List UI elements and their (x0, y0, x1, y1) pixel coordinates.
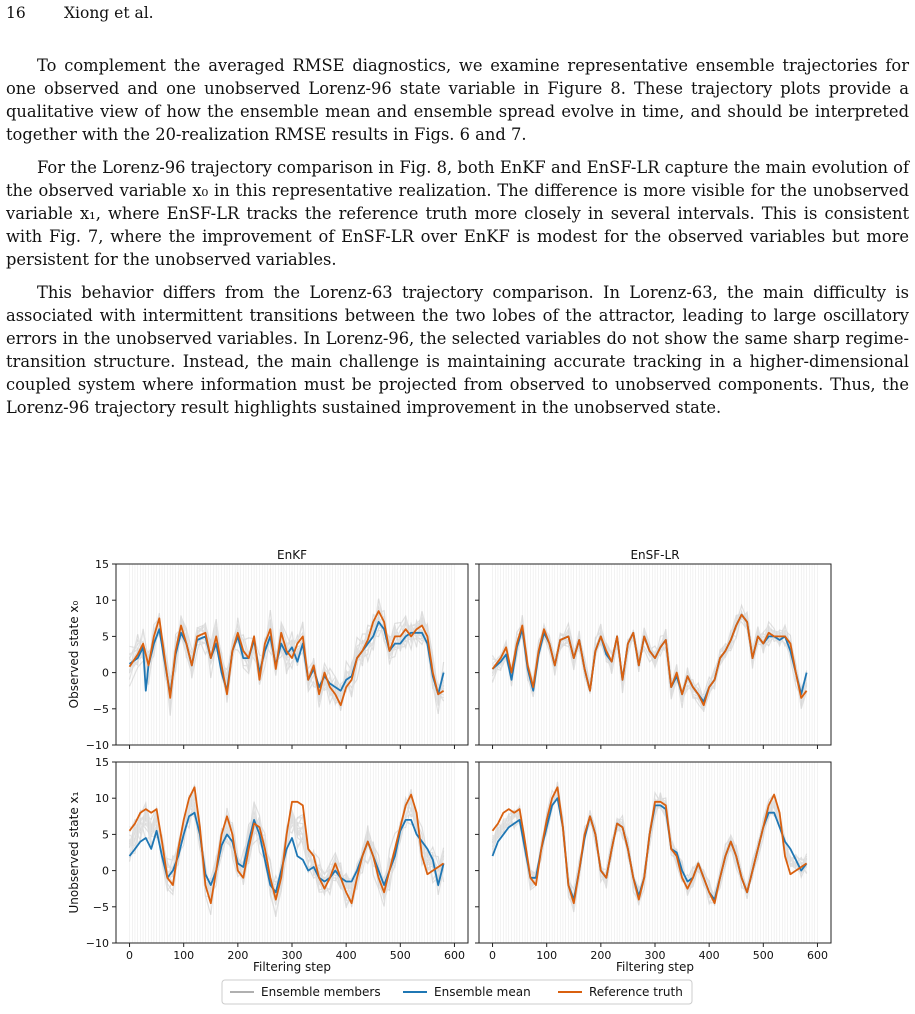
subplot-title: EnSF-LR (630, 548, 680, 562)
paragraph: This behavior differs from the Lorenz-63 trajectory comparison. In Lorenz-63, the main difficulty is associated with intermittent transitions between the two lobes of the attractor, leading to large oscillatory errors in the unobserved variables. In Lorenz-96, the selected variables do not show the same sharp regime-transition structure. Instead, the main challenge is maintaining accurate tracking in a higher-dimensional coupled system where information must be projected from observed to unobserved components. Thus, the Lorenz-96 trajectory result highlights sustained improvement in the unobserved state. (6, 283, 909, 417)
x-tick-label: 500 (389, 949, 411, 962)
x-axis-label: Filtering step (252, 960, 332, 974)
paragraph: For the Lorenz-96 trajectory comparison in Fig. 8, both EnKF and EnSF-LR capture the main evolution of the observed variable x₀ in this representative realization. The difference is more visible for the unobserved variable x₁, where EnSF-LR tracks the reference truth more closely in several intervals. This is consistent with Fig. 7, where the improvement of EnSF-LR over EnKF is modest for the observed variables but more persistent for the unobserved variables. (6, 158, 909, 269)
paragraph: To complement the averaged RMSE diagnostics, we examine representative ensemble trajectories for one observed and one unobserved Lorenz-96 state variable in Figure 8. These trajectory plots provide a qualitative view of how the ensemble mean and ensemble spread evolve in time, and should be interpreted together with the 20-realization RMSE results in Figs. 6 and 7. (6, 56, 909, 144)
y-tick-label: −5 (92, 900, 109, 914)
page-number: 16 (6, 4, 26, 22)
legend-item-truth-label: Reference truth (589, 985, 683, 999)
x-tick-label: 0 (489, 949, 497, 962)
subplot (67, 548, 468, 752)
subplot (475, 762, 831, 974)
y-axis-label: Unobserved state x₁ (67, 791, 81, 914)
y-tick-label: 0 (102, 864, 109, 878)
x-tick-label: 100 (173, 949, 195, 962)
running-header (6, 4, 154, 22)
x-tick-label: 600 (806, 949, 828, 962)
running-authors: Xiong et al. (64, 4, 154, 22)
x-tick-label: 500 (752, 949, 774, 962)
legend-item-members-label: Ensemble members (261, 985, 381, 999)
x-tick-label: 200 (590, 949, 612, 962)
subplot (67, 756, 468, 974)
y-tick-label: −10 (85, 937, 109, 950)
x-tick-label: 400 (698, 949, 720, 962)
y-tick-label: 15 (95, 558, 109, 571)
x-tick-label: 300 (281, 949, 303, 962)
legend (222, 980, 692, 1004)
y-tick-label: 0 (102, 666, 109, 680)
body-text (6, 54, 909, 429)
y-axis-label: Observed state x₀ (67, 600, 81, 709)
x-tick-label: 300 (644, 949, 666, 962)
subplot-title: EnKF (277, 548, 307, 562)
subplot (475, 548, 831, 749)
x-tick-label: 100 (536, 949, 558, 962)
x-tick-label: 200 (227, 949, 249, 962)
x-tick-label: 600 (443, 949, 465, 962)
y-tick-label: −10 (85, 739, 109, 752)
y-tick-label: 5 (102, 630, 109, 644)
x-axis-label: Filtering step (615, 960, 695, 974)
y-tick-label: 10 (95, 792, 109, 806)
trajectory-figure (0, 540, 915, 1009)
figure-8 (0, 540, 915, 1014)
y-tick-label: −5 (92, 702, 109, 716)
x-tick-label: 0 (126, 949, 134, 962)
y-tick-label: 5 (102, 828, 109, 842)
legend-item-mean-label: Ensemble mean (434, 985, 531, 999)
x-tick-label: 400 (335, 949, 357, 962)
y-tick-label: 10 (95, 594, 109, 608)
y-tick-label: 15 (95, 756, 109, 769)
